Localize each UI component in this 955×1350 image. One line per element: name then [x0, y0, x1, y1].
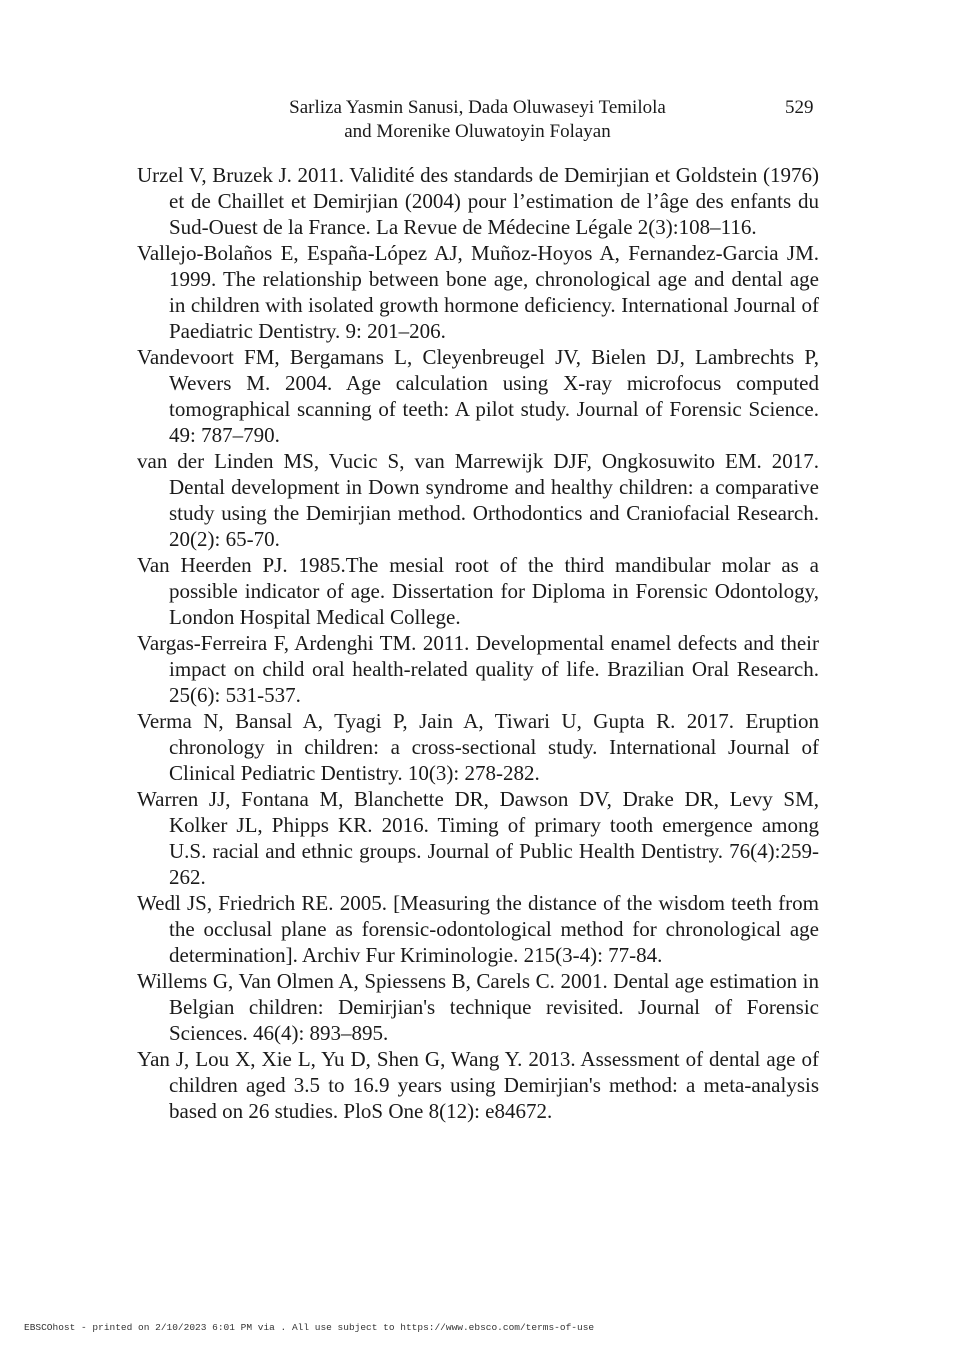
running-head	[250, 96, 705, 144]
running-head-authors-line1: Sarliza Yasmin Sanusi, Dada Oluwaseyi Temilola	[289, 97, 666, 118]
reference-item: van der Linden MS, Vucic S, van Marrewijk DJF, Ongkosuwito EM. 2017. Dental development in Down syndrome and healthy children: a comparative study using the Demirjian method. Orthodontics and Craniofacial Research. 20(2): 65-70.	[137, 449, 819, 551]
reference-item: Urzel V, Bruzek J. 2011. Validité des standards de Demirjian et Goldstein (1976) et de Chaillet et Demirjian (2004) pour l’estimation de l’âge des enfants du Sud-Ouest de la France. La Revue de Médecine Légale 2(3):108–116.	[137, 163, 819, 239]
reference-item: Wedl JS, Friedrich RE. 2005. [Measuring the distance of the wisdom teeth from the occlusal plane as forensic-odontological method for chronological age determination]. Archiv Fur Kriminologie. 215(3-4): 77-84.	[137, 891, 819, 967]
running-head-authors-line2: and Morenike Oluwatoyin Folayan	[344, 121, 611, 142]
page-number: 529	[785, 97, 814, 118]
reference-item: Vargas-Ferreira F, Ardenghi TM. 2011. Developmental enamel defects and their impact on child oral health-related quality of life. Brazilian Oral Research. 25(6): 531-537.	[137, 631, 819, 707]
reference-item: Verma N, Bansal A, Tyagi P, Jain A, Tiwari U, Gupta R. 2017. Eruption chronology in children: a cross-sectional study. International Journal of Clinical Pediatric Dentistry. 10(3): 278-282.	[137, 709, 819, 785]
reference-item: Warren JJ, Fontana M, Blanchette DR, Dawson DV, Drake DR, Levy SM, Kolker JL, Phipps KR. 2016. Timing of primary tooth emergence among U.S. racial and ethnic groups. Journal of Public Health Dentistry. 76(4):259-262.	[137, 787, 819, 889]
reference-item: Yan J, Lou X, Xie L, Yu D, Shen G, Wang Y. 2013. Assessment of dental age of children aged 3.5 to 16.9 years using Demirjian's method: a meta-analysis based on 26 studies. PloS One 8(12): e84672.	[137, 1047, 819, 1123]
reference-item: Van Heerden PJ. 1985.The mesial root of the third mandibular molar as a possible indicator of age. Dissertation for Diploma in Forensic Odontology, London Hospital Medical College.	[137, 553, 819, 629]
reference-item: Vallejo-Bolaños E, España-López AJ, Muñoz-Hoyos A, Fernandez-Garcia JM. 1999. The relationship between bone age, chronological age and dental age in children with isolated growth hormone deficiency. International Journal of Paediatric Dentistry. 9: 201–206.	[137, 241, 819, 343]
reference-item: Vandevoort FM, Bergamans L, Cleyenbreugel JV, Bielen DJ, Lambrechts P, Wevers M. 2004. Age calculation using X-ray microfocus computed tomographical scanning of teeth: A pilot study. Journal of Forensic Science. 49: 787–790.	[137, 345, 819, 447]
reference-list	[137, 162, 819, 1124]
reference-item: Willems G, Van Olmen A, Spiessens B, Carels C. 2001. Dental age estimation in Belgian children: Demirjian's technique revisited. Journal of Forensic Sciences. 46(4): 893–895.	[137, 969, 819, 1045]
ebsco-footer: EBSCOhost - printed on 2/10/2023 6:01 PM via . All use subject to https://www.ebsco.com/terms-of-use	[24, 1322, 595, 1333]
